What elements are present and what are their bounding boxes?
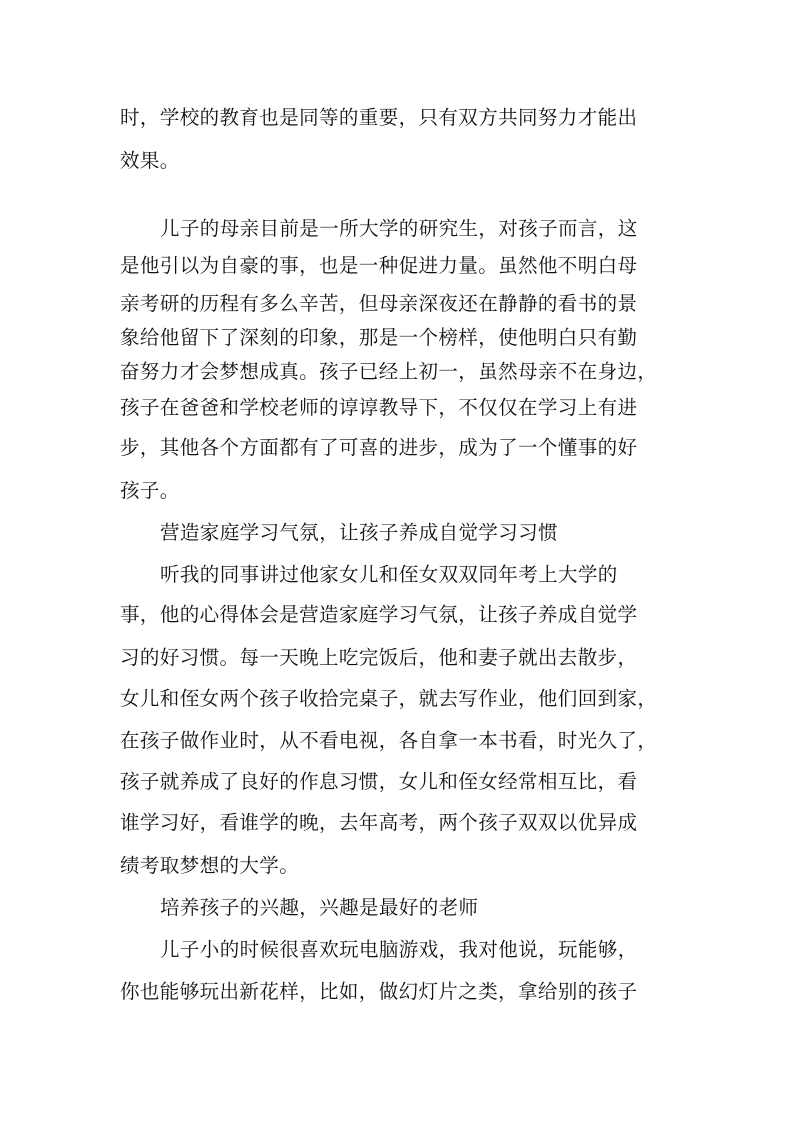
text-line: 谁学习好，看谁学的晚，去年高考，两个孩子双双以优异成 [120,811,638,834]
text-line: 孩子在爸爸和学校老师的谆谆教导下，不仅仅在学习上有进 [120,396,638,419]
text-line: 效果。 [120,149,180,172]
text-line: 是他引以为自豪的事，也是一种促进力量。虽然他不明白母 [120,254,638,277]
section-heading: 营造家庭学习气氛，让孩子养成自觉学习习惯 [160,521,559,544]
paragraph-start: 儿子小的时候很喜欢玩电脑游戏，我对他说，玩能够， [160,938,638,961]
text-line: 奋努力才会梦想成真。孩子已经上初一，虽然母亲不在身边， [120,360,658,383]
text-line: 亲考研的历程有多么辛苦，但母亲深夜还在静静的看书的景 [120,292,638,315]
text-line: 时，学校的教育也是同等的重要，只有双方共同努力才能出 [120,106,638,129]
paragraph-start: 听我的同事讲过他家女儿和侄女双双同年考上大学的 [160,563,618,586]
text-line: 象给他留下了深刻的印象，那是一个榜样，使他明白只有勤 [120,326,638,349]
text-line: 事，他的心得体会是营造家庭学习气氛，让孩子养成自觉学 [120,603,638,626]
text-line: 绩考取梦想的大学。 [120,854,300,877]
text-line: 孩子就养成了良好的作息习惯，女儿和侄女经常相互比，看 [120,770,638,793]
section-heading: 培养孩子的兴趣，兴趣是最好的老师 [160,896,479,919]
text-line: 女儿和侄女两个孩子收拾完桌子，就去写作业，他们回到家， [120,687,658,710]
text-line: 步，其他各个方面都有了可喜的进步，成为了一个懂事的好 [120,436,638,459]
text-line: 孩子。 [120,479,180,502]
text-line: 你也能够玩出新花样，比如，做幻灯片之类，拿给别的孩子 [120,980,638,1003]
text-line: 习的好习惯。每一天晚上吃完饭后，他和妻子就出去散步， [120,646,638,669]
text-line: 在孩子做作业时，从不看电视，各自拿一本书看，时光久了， [120,729,658,752]
paragraph-start: 儿子的母亲目前是一所大学的研究生，对孩子而言，这 [160,217,638,240]
